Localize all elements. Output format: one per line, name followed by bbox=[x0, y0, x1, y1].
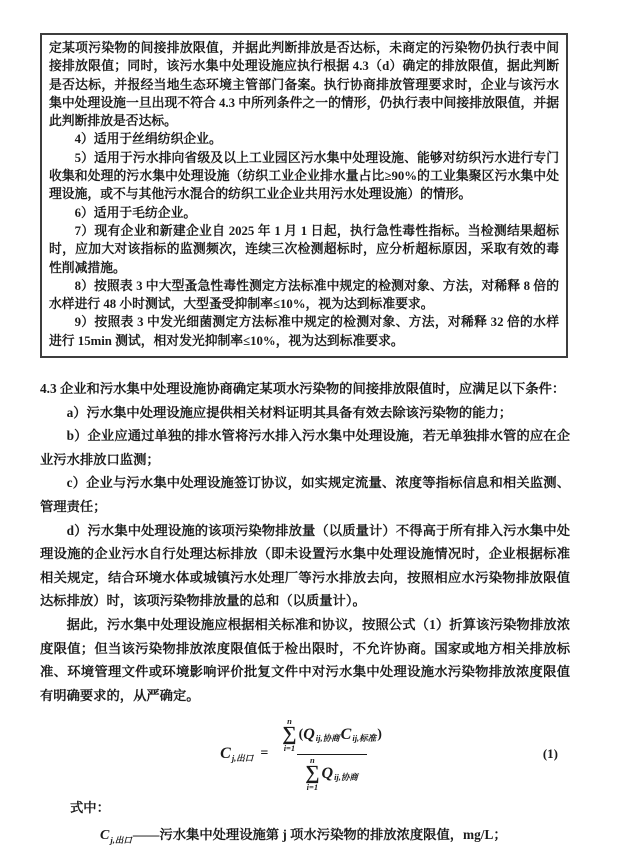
equation-number: (1) bbox=[542, 746, 558, 761]
clause-4-3-heading: 4.3 企业和污水集中处理设施协商确定某项水污染物的间接排放限值时，应满足以下条件： bbox=[40, 381, 566, 396]
equals-sign: = bbox=[260, 746, 269, 761]
definition-symbol: C bbox=[100, 828, 110, 843]
formula-lhs-subscript: j,出口 bbox=[231, 752, 254, 763]
where-label: 式中： bbox=[70, 800, 110, 815]
definition-symbol-subscript: j,出口 bbox=[110, 835, 132, 845]
flow-subscript: ij,协商 bbox=[315, 733, 340, 744]
flow-symbol: Q bbox=[321, 764, 334, 782]
footnote-item-8: 8）按照表 3 中大型蚤急性毒性测定方法标准中规定的检测对象、方法，对稀释 8 倍的水样进行 48 小时测试，大型蚤受抑制率≤10%，视为达到标准要求。 bbox=[49, 278, 559, 312]
close-paren: ) bbox=[377, 726, 382, 742]
summation-numerator bbox=[282, 717, 296, 753]
concentration-subscript: ij,标准 bbox=[352, 733, 377, 744]
summation-denominator bbox=[305, 756, 319, 792]
footnote-item-6: 6）适用于毛纺企业。 bbox=[74, 205, 197, 220]
sum-lower-limit: i=1 bbox=[306, 782, 319, 792]
flow-subscript: ij,协商 bbox=[334, 772, 358, 783]
fraction-denominator bbox=[297, 754, 367, 792]
sigma-icon: ∑ bbox=[305, 762, 320, 784]
sum-upper-limit: n bbox=[287, 715, 292, 726]
footnote-item-7: 7）现有企业和新建企业自 2025 年 1 月 1 日起，执行急性毒性指标。当检测结果超标时，应加大对该指标的监测频次，连续三次检测超标时，应分析超标原因，采取有效的毒性削减措施。 bbox=[49, 223, 559, 275]
clause-4-3 bbox=[40, 377, 570, 707]
footnote-item-9: 9）按照表 3 中发光细菌测定方法标准中规定的检测对象、方法，对稀释 32 倍的水样进行 15min 测试，相对发光抑制率≤10%，视为达到标准要求。 bbox=[49, 315, 559, 348]
footnote-item-5: 5）适用于污水排向省级及以上工业园区污水集中处理设施、能够对纺织污水进行专门收集和处理的污水集中处理设施（纺织工业企业排水量占比≥90%的工业集聚区污水集中处理设施，或不与其他污水混合的纺织工业企业共用污水处理设施）的情形。 bbox=[49, 150, 559, 202]
formula-1-expression bbox=[40, 708, 570, 800]
flow-symbol: Q bbox=[303, 725, 315, 743]
clause-4-3-item-a: a）污水集中处理设施应提供相关材料证明其具备有效去除该污染物的能力； bbox=[66, 404, 513, 420]
sum-lower-limit: i=1 bbox=[283, 743, 296, 753]
symbol-definition-cj bbox=[100, 824, 507, 843]
open-paren: ( bbox=[298, 726, 304, 742]
table-footnote-box bbox=[40, 33, 568, 358]
concentration-symbol: C bbox=[340, 725, 352, 743]
definition-dash: —— bbox=[132, 827, 160, 842]
sigma-icon: ∑ bbox=[282, 723, 297, 745]
clause-4-3-item-d: d）污水集中处理设施的该项污染物排放量（以质量计）不得高于所有排入污水集中处理设施的企业污水自行处理达标排放（即未设置污水集中处理设施情况时，企业根据标准相关规定，结合环境水体或城镇污水处理厂等污水排放去向，按照相应水污染物排放限值达标排放）时，该项污染物排放量的总和（以质量计）。 bbox=[40, 522, 570, 609]
sum-upper-limit: n bbox=[310, 754, 315, 765]
fraction-numerator bbox=[274, 717, 390, 754]
formula-lhs-symbol: C bbox=[220, 745, 231, 762]
formula-1 bbox=[40, 708, 570, 800]
clause-4-3-item-c: c）企业与污水集中处理设施签订协议，如实规定流量、浓度等指标信息和相关监测、管理责任； bbox=[40, 475, 570, 514]
clause-4-3-item-b: b）企业应通过单独的排水管将污水排入污水集中处理设施，若无单独排水管的应在企业污水排放口监测； bbox=[40, 428, 570, 467]
definition-text: 污水集中处理设施第 j 项水污染物的排放浓度限值，mg/L； bbox=[159, 827, 507, 842]
clause-4-3-closing-paragraph: 据此，污水集中处理设施应根据相关标准和协议，按照公式（1）折算该污染物排放浓度限值；但当该污染物排放浓度限值低于检出限时，不允许协商。国家或地方相关排放标准、环境管理文件或环境影响评价批复文件中对污水集中处理设施水污染物排放浓度限值有明确要求的，从严确定。 bbox=[40, 616, 570, 703]
footnote-continuation: 定某项污染物的间接排放限值，并据此判断排放是否达标，未商定的污染物仍执行表中间接排放限值；同时，该污水集中处理设施应执行根据 4.3（d）确定的排放限值，据此判断是否达标，并报经当地生态环境主管部门备案。执行协商排放管理要求时，企业与该污水集中处理设施一旦出现不符合 4.3 中所列条件之一的情形，仍执行表中间接排放限值，并据此判断排放是否达标。 bbox=[49, 41, 559, 129]
footnote-item-4: 4）适用于丝绢纺织企业。 bbox=[74, 132, 222, 147]
fraction bbox=[274, 717, 390, 792]
